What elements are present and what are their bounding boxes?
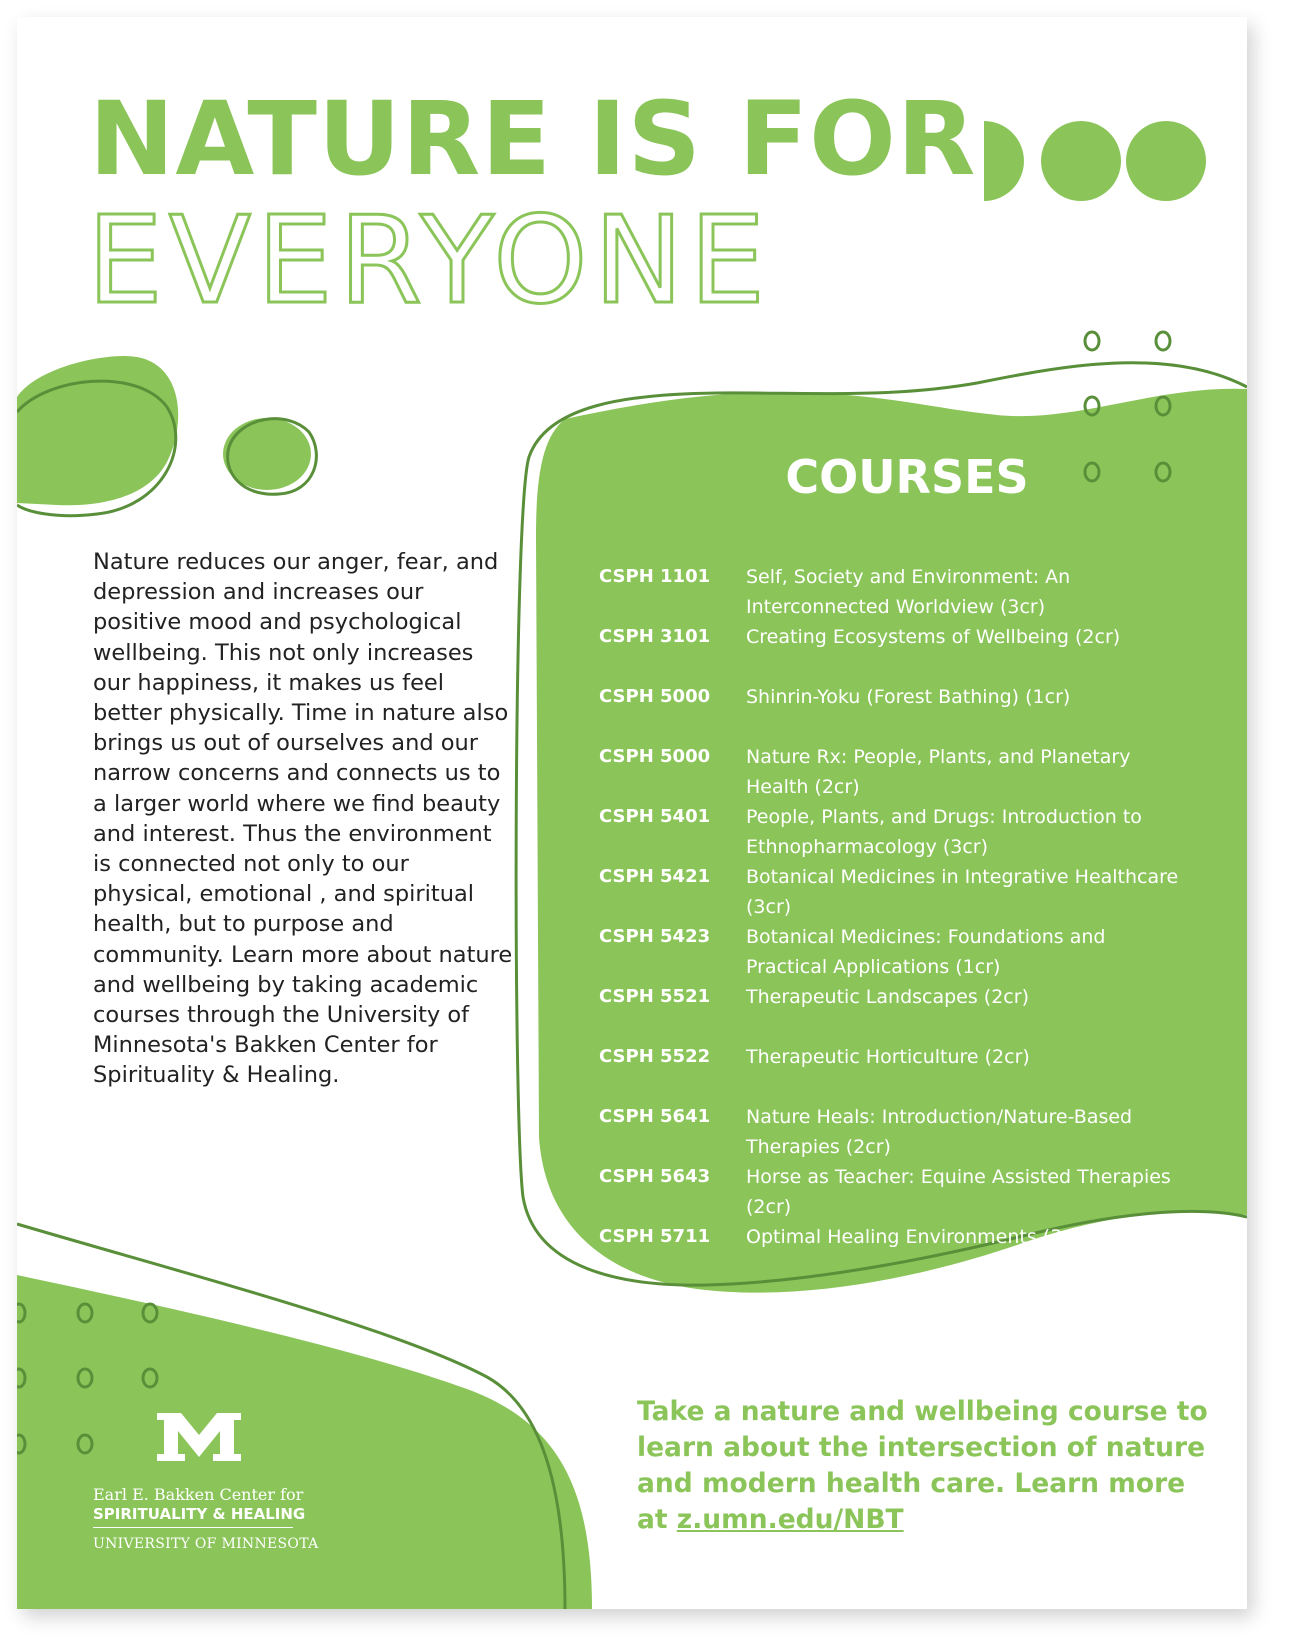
course-title: Self, Society and Environment: An Interconnected Worldview (3cr): [746, 566, 1071, 618]
course-code: CSPH 5522: [599, 1046, 711, 1067]
half-circle-decor: [984, 121, 1024, 201]
course-title: Therapeutic Horticulture (2cr): [746, 1046, 1030, 1068]
course-code: CSPH 5000: [599, 686, 711, 707]
course-item: [599, 682, 1189, 742]
logo-divider: [93, 1527, 293, 1528]
logo-center-name: Earl E. Bakken Center for: [93, 1485, 304, 1504]
blob-decor: [17, 356, 178, 505]
circle-decor: [1041, 121, 1121, 201]
course-title: Shinrin-Yoku (Forest Bathing) (1cr): [746, 686, 1071, 708]
logo-subtitle: SPIRITUALITY & HEALING: [93, 1505, 306, 1523]
course-code: CSPH 1101: [599, 566, 711, 587]
course-code: CSPH 5711: [599, 1226, 711, 1247]
course-item: [599, 1162, 1189, 1222]
course-title: Botanical Medicines: Foundations and Practical Applications (1cr): [746, 926, 1106, 978]
headline-everyone: EVERYONE: [87, 192, 772, 331]
ring-decor: [1085, 332, 1099, 350]
course-title: Nature Rx: People, Plants, and Planetary Health (2cr): [746, 746, 1131, 798]
course-item: [599, 802, 1189, 862]
ring-decor: [1156, 332, 1170, 350]
intro-paragraph: Nature reduces our anger, fear, and depression and increases our positive mood and psychological wellbeing. This not only increases our happiness, it makes us feel better physically. Time in nature also brings us out of ourselves and our narrow concerns and connects us to a larger world where we find beauty and interest. Thus the environment is connected not only to our physical, emotional , and spiritual health, but to purpose and community. Learn more about nature and wellbeing by taking academic courses through the University of Minnesota's Bakken Center for Spirituality & Healing.: [93, 549, 513, 1089]
course-item: [599, 562, 1189, 622]
course-item: [599, 922, 1189, 982]
cta-link[interactable]: z.umn.edu/NBT: [676, 1504, 904, 1535]
bottom-blob: [17, 1275, 592, 1609]
course-item: [599, 742, 1189, 802]
course-code: CSPH 5000: [599, 746, 711, 767]
course-title: Horse as Teacher: Equine Assisted Therapies (2cr): [746, 1166, 1171, 1218]
course-title: Nature Heals: Introduction/Nature-Based Therapies (2cr): [746, 1106, 1133, 1158]
circle-decor: [1126, 121, 1206, 201]
cta-text: Take a nature and wellbeing course to learn about the intersection of nature and modern health care. Learn more at: [637, 1396, 1208, 1535]
course-item: [599, 862, 1189, 922]
flyer-page: [17, 17, 1247, 1609]
course-code: CSPH 5421: [599, 866, 711, 887]
course-code: CSPH 5643: [599, 1166, 711, 1187]
logo-university: UNIVERSITY OF MINNESOTA: [93, 1536, 319, 1552]
course-item: [599, 622, 1189, 682]
course-code: CSPH 5401: [599, 806, 711, 827]
course-list: [599, 562, 1189, 1282]
course-title: Botanical Medicines in Integrative Healthcare (3cr): [746, 866, 1179, 918]
course-code: CSPH 5423: [599, 926, 711, 947]
course-code: CSPH 5521: [599, 986, 711, 1007]
call-to-action: [637, 1394, 1217, 1538]
courses-title: COURSES: [785, 450, 1029, 504]
course-item: [599, 982, 1189, 1042]
course-item: [599, 1102, 1189, 1162]
course-code: CSPH 5641: [599, 1106, 711, 1127]
course-title: Creating Ecosystems of Wellbeing (2cr): [746, 626, 1121, 648]
course-item: [599, 1222, 1189, 1282]
headline-nature-is-for: NATURE IS FOR: [89, 80, 977, 199]
course-title: Optimal Healing Environments (3cr): [746, 1226, 1088, 1248]
course-title: People, Plants, and Drugs: Introduction to Ethnopharmacology (3cr): [746, 806, 1142, 858]
course-code: CSPH 3101: [599, 626, 711, 647]
course-title: Therapeutic Landscapes (2cr): [746, 986, 1029, 1008]
course-item: [599, 1042, 1189, 1102]
